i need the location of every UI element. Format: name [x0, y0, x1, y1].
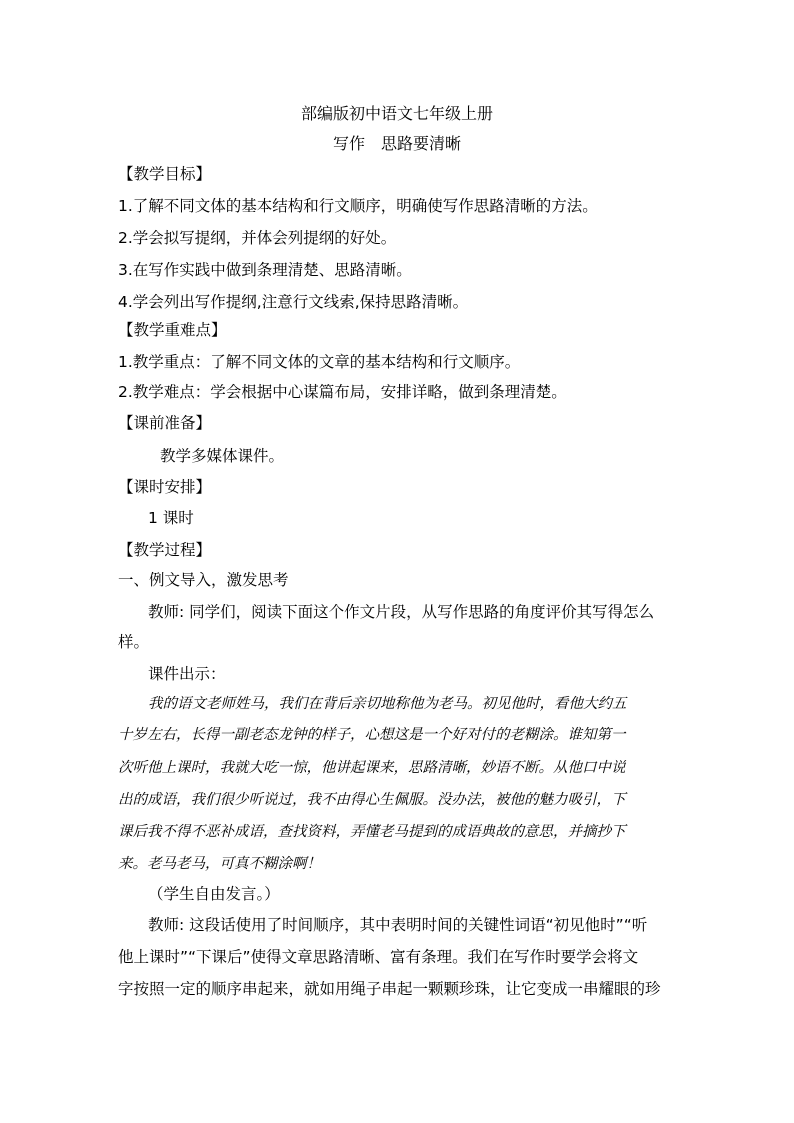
objective-item: 3.在写作实践中做到条理清楚、思路清晰。 — [118, 261, 412, 279]
quote-line: 次听他上课时，我就大吃一惊，他讲起课来，思路清晰，妙语不断。从他口中说 — [118, 760, 626, 776]
keypoints-heading: 【教学重难点】 — [118, 321, 227, 339]
teacher-line: 教师: 同学们，阅读下面这个作文片段，从写作思路的角度评价其写得怎么 — [148, 603, 655, 621]
part1-title: 一、例文导入，激发思考 — [118, 571, 289, 589]
quote-line: 十岁左右，长得一副老态龙钟的样子，心想这是一个好对付的老糊涂。谁知第一 — [118, 727, 626, 743]
document-title: 部编版初中语文七年级上册 — [300, 104, 493, 123]
objectives-heading: 【教学目标】 — [118, 165, 212, 183]
schedule-heading: 【课时安排】 — [118, 478, 212, 496]
courseware-label: 课件出示： — [148, 665, 226, 683]
schedule-text: 1 课时 — [148, 509, 194, 527]
prep-heading: 【课前准备】 — [118, 414, 212, 432]
keypoint-item: 2.教学难点：学会根据中心谋篇布局，安排详略，做到条理清楚。 — [118, 383, 567, 401]
prep-text: 教学多媒体课件。 — [160, 447, 285, 465]
student-note: （学生自由发言。） — [148, 885, 280, 903]
document-subtitle: 写作 思路要清晰 — [332, 134, 461, 153]
objective-item: 1.了解不同文体的基本结构和行文顺序，明确使写作思路清晰的方法。 — [118, 197, 598, 215]
teacher-line: 教师: 这段话使用了时间顺序，其中表明时间的关键性词语“初见他时”“听 — [148, 916, 648, 934]
teacher-line: 样。 — [118, 633, 150, 651]
process-heading: 【教学过程】 — [118, 541, 212, 559]
teacher-line: 他上课时”“下课后”使得文章思路清晰、富有条理。我们在写作时要学会将文 — [118, 948, 639, 966]
quote-line: 出的成语，我们很少听说过，我不由得心生佩服。没办法，被他的魅力吸引，下 — [118, 792, 626, 808]
objective-item: 4.学会列出写作提纲,注意行文线索,保持思路清晰。 — [118, 293, 469, 311]
quote-line: 我的语文老师姓马，我们在背后亲切地称他为老马。初见他时，看他大约五 — [148, 696, 627, 712]
quote-line: 课后我不得不恶补成语，查找资料，弄懂老马提到的成语典故的意思，并摘抄下 — [118, 824, 626, 840]
objective-item: 2.学会拟写提纲，并体会列提纲的好处。 — [118, 229, 397, 247]
quote-line: 来。老马老马，可真不糊涂啊！ — [118, 856, 321, 872]
keypoint-item: 1.教学重点：了解不同文体的文章的基本结构和行文顺序。 — [118, 353, 521, 371]
teacher-line: 字按照一定的顺序串起来，就如用绳子串起一颗颗珍珠，让它变成一串耀眼的珍 — [118, 980, 661, 998]
